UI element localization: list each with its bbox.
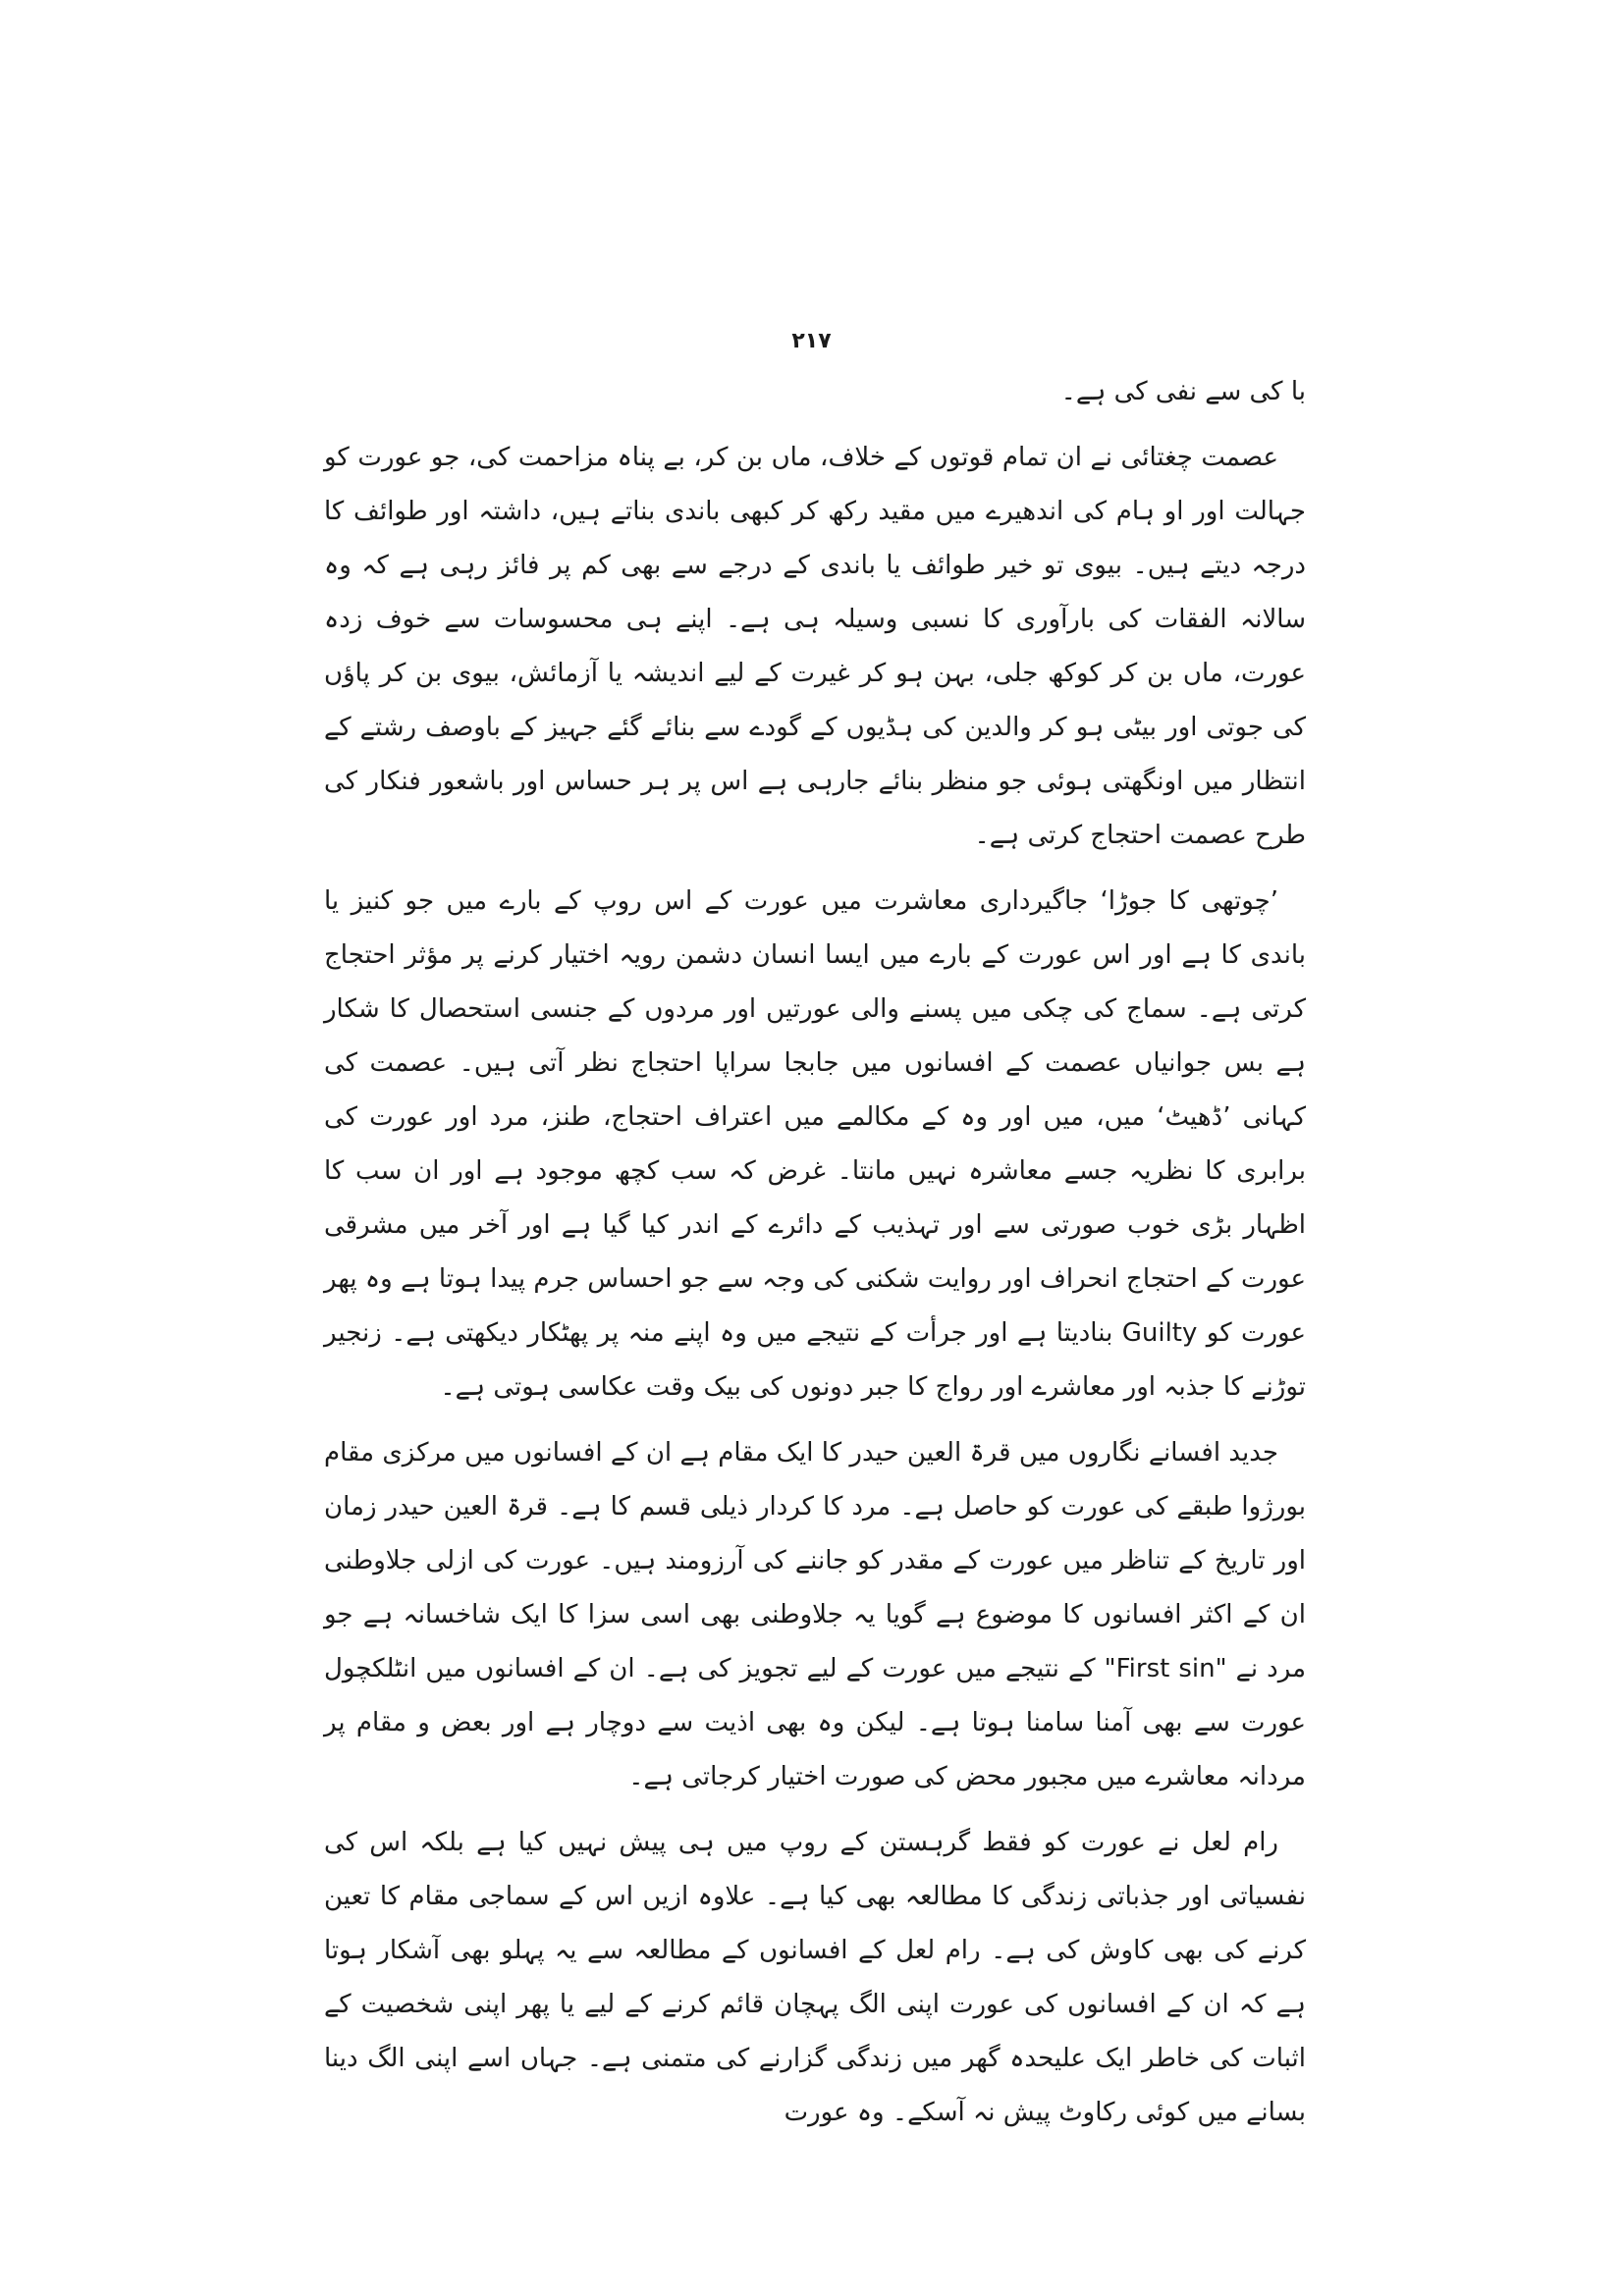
paragraph-ismat-resistance: عصمت چغتائی نے ان تمام قوتوں کے خلاف، ماں بن کر، بے پناہ مزاحمت کی، جو عورت کو جہالت اور او ہام کی اندھیرے میں مقید رکھ کر کبھی باندی بناتے ہیں، داشتہ اور طوائف کا درجہ دیتے ہیں۔ بیوی تو خیر طوائف یا باندی کے درجے سے بھی کم پر فائز رہی ہے کہ وہ سالانہ الفقات کی بارآوری کا نسبی وسیلہ ہی ہے۔ اپنے ہی محسوسات سے خوف زدہ عورت، ماں بن کر کوکھ جلی، بہن ہو کر غیرت کے لیے اندیشہ یا آزمائش، بیوی بن کر پاؤں کی جوتی اور بیٹی ہو کر والدین کی ہڈیوں کے گودے سے بنائے گئے جہیز کے باوصف رشتے کے انتظار میں اونگھتی ہوئی جو منظر بنائے جارہی ہے اس پر ہر حساس اور باشعور فنکار کی طرح عصمت احتجاج کرتی ہے۔ bbox=[324, 443, 1306, 850]
paragraph-ram-lal: رام لعل نے عورت کو فقط گرہستن کے روپ میں ہی پیش نہیں کیا ہے بلکہ اس کی نفسیاتی اور جذباتی زندگی کا مطالعہ بھی کیا ہے۔ علاوہ ازیں اس کے سماجی مقام کا تعین کرنے کی بھی کاوش کی ہے۔ رام لعل کے افسانوں کے مطالعہ سے یہ پہلو بھی آشکار ہوتا ہے کہ ان کے افسانوں کی عورت اپنی الگ پہچان قائم کرنے کے لیے یا پھر اپنی شخصیت کے اثبات کی خاطر ایک علیحدہ گھر میں زندگی گزارنے کی متمنی ہے۔ جہاں اسے اپنی الگ دینا بسانے میں کوئی رکاوٹ پیش نہ آسکے۔ وہ عورت bbox=[324, 1828, 1306, 2127]
paragraph-chauthi-ka-joda: ’چوتھی کا جوڑا‘ جاگیرداری معاشرت میں عورت کے اس روپ کے بارے میں جو کنیز یا باندی کا ہے اور اس عورت کے بارے میں ایسا انسان دشمن رویہ اختیار کرنے پر مؤثر احتجاج کرتی ہے۔ سماج کی چکی میں پسنے والی عورتیں اور مردوں کے جنسی استحصال کا شکار ہے بس جوانیاں عصمت کے افسانوں میں جابجا سراپا احتجاج نظر آتی ہیں۔ عصمت کی کہانی ’ڈھیٹ‘ میں، میں اور وہ کے مکالمے میں اعتراف احتجاج، طنز، مرد اور عورت کی برابری کا نظریہ جسے معاشرہ نہیں مانتا۔ غرض کہ سب کچھ موجود ہے اور ان سب کا اظہار بڑی خوب صورتی سے اور تہذیب کے دائرے کے اندر کیا گیا ہے اور آخر میں مشرقی عورت کے احتجاج انحراف اور روایت شکنی کی وجہ سے جو احساس جرم پیدا ہوتا ہے وہ پھر عورت کو Guilty بنادیتا ہے اور جرأت کے نتیجے میں وہ اپنے منہ پر پھٹکار دیکھتی ہے۔ زنجیر توڑنے کا جذبہ اور معاشرے اور رواج کا جبر دونوں کی بیک وقت عکاسی ہوتی ہے۔ bbox=[324, 886, 1307, 1402]
paragraph-continuation: با کی سے نفی کی ہے۔ bbox=[1060, 377, 1306, 406]
body-text bbox=[324, 365, 1306, 2140]
paragraph-qurratulain-hyder: جدید افسانے نگاروں میں قرۃ العین حیدر کا ایک مقام ہے ان کے افسانوں میں مرکزی مقام بورژوا طبقے کی عورت کو حاصل ہے۔ مرد کا کردار ذیلی قسم کا ہے۔ قرۃ العین حیدر زمان اور تاریخ کے تناظر میں عورت کے مقدر کو جاننے کی آرزومند ہیں۔ عورت کی ازلی جلاوطنی ان کے اکثر افسانوں کا موضوع ہے گویا یہ جلاوطنی بھی اسی سزا کا ایک شاخسانہ ہے جو مرد نے "First sin" کے نتیجے میں عورت کے لیے تجویز کی ہے۔ ان کے افسانوں میں انٹلکچول عورت سے بھی آمنا سامنا ہوتا ہے۔ لیکن وہ بھی اذیت سے دوچار ہے اور بعض و مقام پر مردانہ معاشرے میں مجبور محض کی صورت اختیار کرجاتی ہے۔ bbox=[324, 1438, 1307, 1791]
page-number: ۲۱۷ bbox=[791, 329, 832, 353]
